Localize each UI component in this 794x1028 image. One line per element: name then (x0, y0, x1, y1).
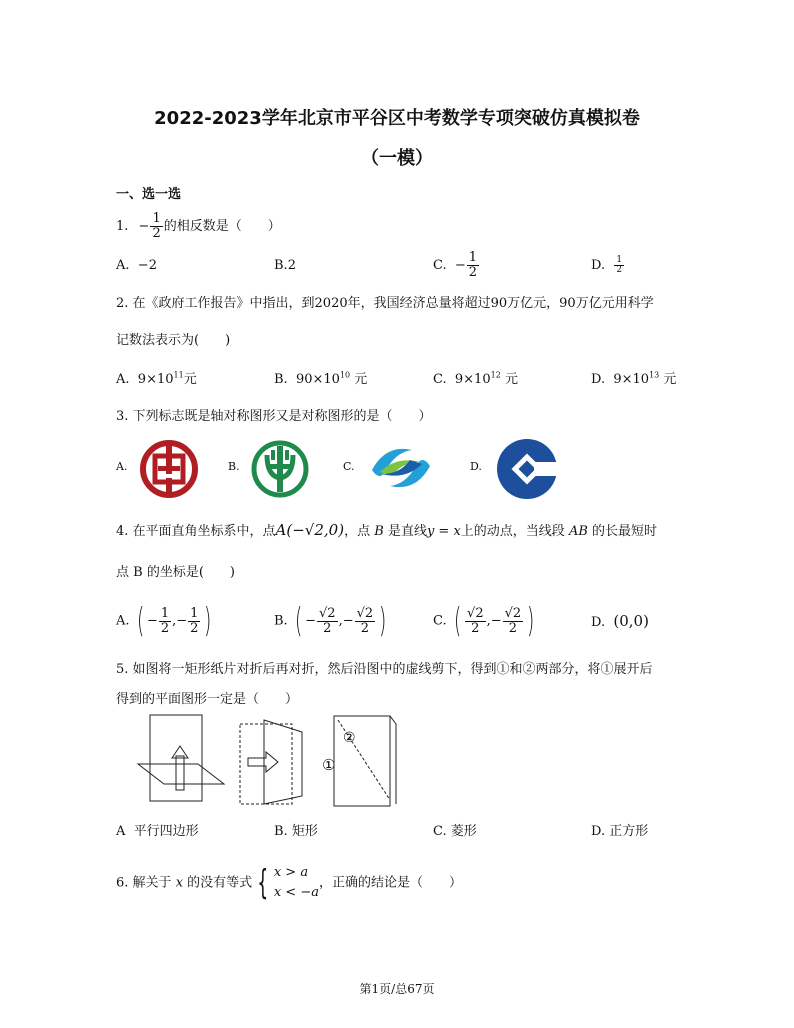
q4-text-a: 4. 在平面直角坐标系中，点 (116, 524, 276, 539)
q1-options (116, 248, 716, 284)
option-label: D. (591, 824, 606, 839)
q4-segment: AB (568, 524, 588, 539)
option-label: B. (274, 824, 288, 839)
frac-num: √2 (356, 605, 374, 621)
q2-line-2: 记数法表示为( ) (116, 333, 231, 348)
q6-text-a: 6. 解关于 (116, 875, 172, 891)
option-value: −2 (137, 258, 157, 273)
q4-option-b: B. ( − $\frac{√2}{2}$ ,− $\frac{√2}{2}$ ) (274, 601, 387, 641)
q1-number: 1. (116, 219, 129, 234)
q1-frac-den: 2 (152, 226, 161, 241)
q4-text-d: 上的动点，当线段 (460, 524, 565, 539)
section-heading: 一、选一选 (116, 187, 182, 202)
frac-den: 2 (616, 265, 623, 275)
option-exponent: 13 (649, 370, 660, 380)
q5-option-d (591, 820, 648, 839)
option-exponent: 10 (339, 370, 351, 380)
q4-option-c: C. ( $\frac{√2}{2}$ ,− $\frac{√2}{2}$ ) (433, 601, 535, 641)
abc-bank-logo-icon (250, 440, 310, 498)
q3-option-d-label: D. (470, 460, 482, 473)
china-mobile-logo-icon (366, 440, 436, 496)
ccb-logo-icon (496, 438, 558, 500)
option-minus: − (454, 258, 466, 273)
option-unit: 元 (504, 372, 518, 387)
option-label: D. (591, 615, 606, 630)
q5-line-2: 得到的平面图形一定是（ ） (116, 692, 299, 707)
option-value: 9×10 (613, 372, 650, 387)
option-label: B. (274, 613, 288, 629)
q3-text: 3. 下列标志既是轴对称图形又是对称图形的是（ ） (116, 409, 432, 424)
q5-option-b (274, 820, 318, 839)
frac-den: 2 (508, 620, 518, 636)
option-unit: 元 (354, 372, 368, 387)
q4-line-eq: y = x (426, 524, 461, 539)
q1-c-fraction (467, 251, 479, 279)
page-subtitle: （一模） (361, 148, 433, 169)
q4-line-2: 点 B 的坐标是( ) (116, 565, 235, 580)
q1-option-d (591, 248, 625, 284)
frac-den: 2 (468, 265, 478, 280)
q3-option-b-label: B. (228, 460, 240, 473)
frac-num: 1 (190, 605, 199, 621)
q5-circle-1: ① (322, 756, 336, 774)
q6-inequality-system (274, 863, 319, 903)
q2-options (116, 368, 716, 388)
frac-num: √2 (504, 605, 522, 621)
option-value: (0,0) (613, 612, 649, 630)
q3-option-c-label: C. (343, 460, 355, 473)
option-value: 2 (287, 258, 296, 273)
frac-den: 2 (360, 620, 370, 636)
q5-option-a (116, 820, 199, 839)
q6-ineq-2: x < −a (273, 885, 319, 900)
q4-point-a: A(−√2,0) (275, 521, 345, 539)
page-footer: 第1页/总67页 (359, 982, 435, 996)
option-value: 矩形 (291, 824, 318, 839)
fold-step-2-figure (236, 716, 316, 808)
option-label: D. (591, 258, 606, 273)
q4-option-a: A. ( − $\frac{1}{2}$ ,− $\frac{1}{2}$ ) (116, 601, 212, 641)
q1-d-fraction (614, 256, 624, 276)
option-label: B. (274, 372, 288, 387)
sign: − (342, 613, 354, 629)
option-label: A. (116, 613, 130, 629)
q4-options (116, 598, 716, 644)
frac-den: 2 (323, 620, 332, 636)
option-unit: 元 (183, 372, 197, 387)
option-value: 正方形 (609, 824, 649, 839)
q2-option-a (116, 368, 197, 387)
option-label: C. (433, 258, 447, 273)
frac-num: 1 (468, 250, 478, 266)
sign: − (305, 613, 316, 629)
option-label: A. (116, 258, 130, 273)
fold-step-1-figure (136, 712, 226, 807)
q2-option-c (433, 368, 518, 387)
q5-line-1: 5. 如图将一矩形纸片对折后再对折，然后沿图中的虚线剪下，得到①和②两部分，将①展开后 (116, 662, 653, 677)
option-label: C. (433, 613, 447, 629)
question-6 (116, 860, 462, 906)
frac-den: 2 (160, 620, 170, 636)
q1-text: 的相反数是（ ） (163, 219, 281, 234)
q4-var-b: B (374, 524, 384, 539)
q1-option-b (274, 248, 296, 284)
q6-ineq-1: x > a (273, 865, 309, 880)
sign: − (146, 613, 158, 629)
q3-option-a-label: A. (116, 460, 128, 473)
option-label: C. (433, 372, 447, 387)
option-label: B. (274, 258, 288, 273)
option-label: D. (591, 372, 606, 387)
q6-var: x (175, 875, 184, 891)
q1-option-a (116, 248, 157, 284)
q4-text-c: 是直线 (387, 524, 427, 539)
sign: − (176, 613, 188, 629)
q5-circle-2: ② (343, 730, 356, 746)
option-label: A. (116, 372, 130, 387)
option-exponent: 11 (173, 370, 184, 380)
frac-den: 2 (471, 620, 480, 636)
frac-num: √2 (319, 605, 336, 621)
q6-text-c: ，正确的结论是（ ） (318, 875, 462, 891)
q1-frac-num: 1 (152, 211, 161, 227)
q5-options (116, 820, 716, 840)
icbc-logo-icon (138, 440, 200, 498)
q1-fraction (150, 212, 162, 240)
option-label: C. (433, 824, 447, 839)
option-exponent: 12 (490, 370, 501, 380)
option-value: 9×10 (137, 372, 174, 387)
q2-option-d (591, 368, 676, 387)
q2-option-b (274, 368, 367, 387)
q4-option-d (591, 598, 649, 646)
q4-line-1 (116, 520, 657, 539)
frac-num: 1 (616, 254, 623, 265)
q1-minus: − (138, 219, 150, 234)
q5-option-c (433, 820, 477, 839)
frac-num: 1 (160, 605, 170, 621)
q4-text-b: ，点 (344, 524, 371, 539)
q1-option-c (433, 248, 480, 284)
frac-num: √2 (467, 605, 484, 621)
option-value: 90×10 (295, 372, 340, 387)
option-value: 菱形 (450, 824, 477, 839)
frac-den: 2 (190, 620, 199, 636)
option-value: 9×10 (454, 372, 491, 387)
q6-brace: { (257, 863, 269, 903)
option-label: A (116, 824, 126, 839)
option-value: 平行四边形 (133, 824, 199, 839)
option-unit: 元 (663, 372, 677, 387)
q4-text-e: 的长最短时 (592, 524, 658, 539)
q2-line-1: 2. 在《政府工作报告》中指出，到2020年，我国经济总量将超过90万亿元，90万亿元用科学 (116, 296, 654, 311)
sign: − (490, 613, 502, 629)
question-1 (116, 208, 281, 246)
q6-text-b: 的没有等式 (187, 875, 253, 891)
page-title: 2022-2023学年北京市平谷区中考数学专项突破仿真模拟卷 (154, 108, 640, 129)
